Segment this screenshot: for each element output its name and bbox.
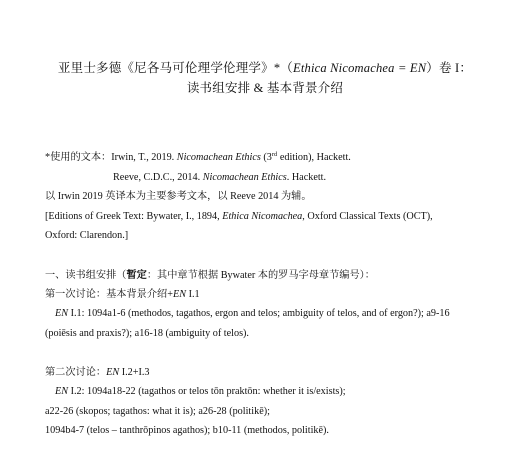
discussion-2-heading: 第二次讨论：EN I.2+I.3 bbox=[45, 367, 150, 378]
texts-note-line: 以 Irwin 2019 英译本为主要参考文本，以 Reeve 2014 为辅。 bbox=[45, 191, 312, 202]
discussion-1-reference: EN I.1: 1094a1-6 (methodos, tagathos, ergon and telos; ambiguity of telos, and of ergon?); a9-16 bbox=[55, 308, 450, 319]
texts-greek-edition-line: [Editions of Greek Text: Bywater, I., 1894, Ethica Nicomachea, Oxford Classical Texts (OCT), bbox=[45, 211, 433, 222]
section-1-heading: 一、读书组安排（暂定：其中章节根据 Bywater 本的罗马字母章节编号）： bbox=[45, 270, 375, 281]
document-title-line-2: 读书组安排 & 基本背景介绍 bbox=[186, 81, 344, 95]
discussion-2-reference: EN I.2: 1094a18-22 (tagathos or telos tōn praktōn: whether it is/exists); bbox=[55, 386, 346, 397]
discussion-2-reference-line-3: 1094b4-7 (telos – tanthrōpinos agathos); b10-11 (methodos, politikē). bbox=[45, 425, 329, 436]
texts-greek-edition-line-2: Oxford: Clarendon.] bbox=[45, 230, 129, 241]
discussion-1-reference-line-2: (poiēsis and praxis?); a16-18 (ambiguity of telos). bbox=[45, 328, 249, 339]
texts-irwin-line: *使用的文本：Irwin, T., 2019. Nicomachean Ethics (3rd edition), Hackett. bbox=[45, 151, 351, 163]
document-title-line-1: 亚里士多德《尼各马可伦理学伦理学》*（Ethica Nicomachea = EN）卷 I： bbox=[57, 61, 473, 75]
texts-reeve-line: Reeve, C.D.C., 2014. Nicomachean Ethics. Hackett. bbox=[113, 172, 327, 183]
discussion-2-reference-line-2: a22-26 (skopos; tagathos: what it is); a26-28 (politikē); bbox=[45, 406, 270, 417]
discussion-1-heading: 第一次讨论：基本背景介绍+EN I.1 bbox=[45, 289, 200, 300]
